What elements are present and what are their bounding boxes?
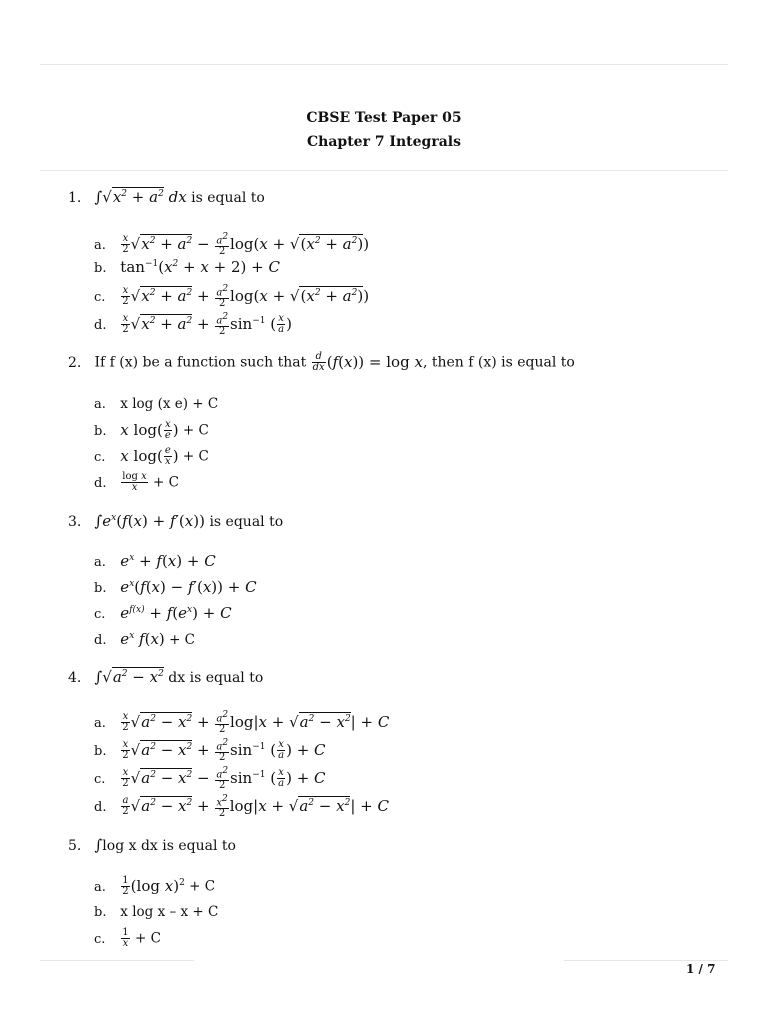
option-label: c. [94, 607, 106, 622]
option-3c [94, 604, 232, 622]
option-label: c. [94, 771, 106, 787]
option-text: x log (x e) + C [120, 396, 219, 412]
question-4 [68, 668, 263, 686]
option-3d [94, 630, 195, 648]
option-formula: $\frac{x}{2}$ $√a^2 - x^2$ + $\frac{a^2}{2}$ $\log|x + √a^2 - x^2| + C$ [122, 710, 390, 736]
option-label: b. [94, 423, 107, 439]
chapter-title: Chapter 7 Integrals [307, 134, 461, 150]
option-label: d. [94, 475, 107, 491]
option-tail: + C [153, 474, 179, 491]
question-2-formula: $\frac{d}{dx}$ (f(x)) = log x [312, 351, 423, 373]
option-label: a. [94, 879, 106, 895]
option-1d [94, 312, 292, 337]
question-3-text: is equal to [209, 514, 284, 530]
question-5 [68, 836, 236, 854]
option-2b [94, 420, 209, 441]
option-tail: + C [169, 632, 196, 648]
option-1c [94, 284, 369, 309]
option-1a [94, 232, 369, 257]
option-3a [94, 552, 216, 570]
question-number: 2. [68, 354, 82, 371]
option-5b [94, 904, 218, 920]
option-label: b. [94, 743, 107, 759]
option-formula: $e^{f(x)} + f(e^x) + C$ [120, 604, 232, 622]
question-3-formula: $\int e^x(f(x) + f'(x))$ [94, 512, 205, 530]
question-5-formula: ∫ [94, 836, 103, 854]
option-label: d. [94, 799, 107, 815]
question-number: 1. [68, 190, 82, 206]
question-5-text: log x dx is equal to [102, 838, 236, 854]
option-formula: $\frac{x}{2}$ $√x^2 + a^2$ + $\frac{a^2}{2}$ $\sin^{-1}$ ( $\frac{x}{a}$ ) [122, 312, 292, 338]
question-2-text-a: If f (x) be a function such that [94, 354, 307, 371]
option-tail: + C [189, 878, 216, 895]
option-label: a. [94, 715, 106, 731]
option-formula: $\frac{x}{2}$ $√a^2 - x^2$ + $\frac{a^2}{2}$ $\sin^{-1}$ ( $\frac{x}{a}$ ) + C [122, 738, 326, 764]
option-formula: $\frac{x}{2}$ $√x^2 + a^2$ + $\frac{a^2}{2}$ $\log(x + √(x^2 + a^2))$ [122, 284, 370, 310]
option-4a [94, 710, 389, 735]
option-label: c. [94, 289, 106, 305]
option-1b [94, 258, 280, 276]
option-2c [94, 446, 209, 467]
top-rule [40, 64, 728, 65]
header-rule [40, 170, 728, 171]
option-formula: $\frac{x}{2}$ $√x^2 + a^2$ − $\frac{a^2}{2}$ $\log(x + √(x^2 + a^2))$ [122, 232, 370, 258]
question-number: 4. [68, 670, 82, 686]
option-4b [94, 738, 326, 763]
option-2a [94, 396, 218, 412]
question-4-formula: $\int√a^2 - x^2$ [94, 668, 164, 686]
option-formula: $\frac{a}{2}$ $√a^2 - x^2$ + $\frac{x^2}{2}$ $\log|x + √a^2 - x^2| + C$ [122, 794, 389, 820]
question-1 [68, 188, 265, 206]
option-text: x log x – x + C [120, 904, 219, 920]
option-3b [94, 578, 257, 596]
option-formula: $e^x(f(x) - f'(x)) + C$ [120, 578, 257, 596]
option-label: c. [94, 931, 106, 947]
footer-rule-left [40, 960, 194, 961]
paper-title: CBSE Test Paper 05 [306, 110, 462, 126]
option-4d [94, 794, 389, 819]
option-formula: $\frac{1}{2}$ (log x)$^2$ [122, 875, 185, 897]
question-2 [68, 352, 575, 373]
option-label: b. [94, 581, 107, 596]
option-5a [94, 876, 215, 897]
option-formula: x log( $\frac{e}{x}$ ) [120, 445, 179, 467]
question-1-formula: $\int√x^2 + a^2$ dx [94, 188, 187, 206]
option-formula: x log( $\frac{x}{e}$ ) [120, 419, 179, 441]
option-formula: $\frac{x}{2}$ $√a^2 - x^2$ − $\frac{a^2}{2}$ $\sin^{-1}$ ( $\frac{x}{a}$ ) + C [122, 766, 326, 792]
option-tail: + C [182, 422, 209, 439]
option-label: a. [94, 237, 106, 253]
option-formula: $\frac{1}{x}$ [122, 927, 129, 949]
option-formula: $e^x$ f(x) [120, 630, 165, 648]
question-3 [68, 512, 283, 530]
option-tail: + C [182, 448, 209, 465]
footer-rule-right [564, 960, 728, 961]
option-label: b. [94, 905, 107, 920]
option-label: a. [94, 555, 106, 570]
option-label: b. [94, 261, 107, 276]
question-4-text: dx is equal to [168, 670, 264, 686]
option-5c [94, 928, 161, 949]
option-label: d. [94, 633, 107, 648]
option-formula: $\frac{\text{log x}}{x}$ [122, 471, 147, 493]
option-label: c. [94, 449, 106, 465]
question-number: 5. [68, 838, 82, 854]
option-4c [94, 766, 326, 791]
option-label: d. [94, 317, 107, 333]
option-formula: $\tan^{-1}(x^2 + x + 2) + C$ [120, 258, 280, 276]
option-tail: + C [134, 930, 161, 947]
option-label: a. [94, 397, 106, 412]
option-formula: $e^x + f(x) + C$ [120, 552, 216, 570]
question-number: 3. [68, 514, 82, 530]
question-2-text-b: , then f (x) is equal to [422, 354, 575, 371]
page-number: 1 / 7 [686, 962, 716, 976]
option-2d [94, 472, 179, 493]
question-1-text: is equal to [191, 190, 265, 206]
